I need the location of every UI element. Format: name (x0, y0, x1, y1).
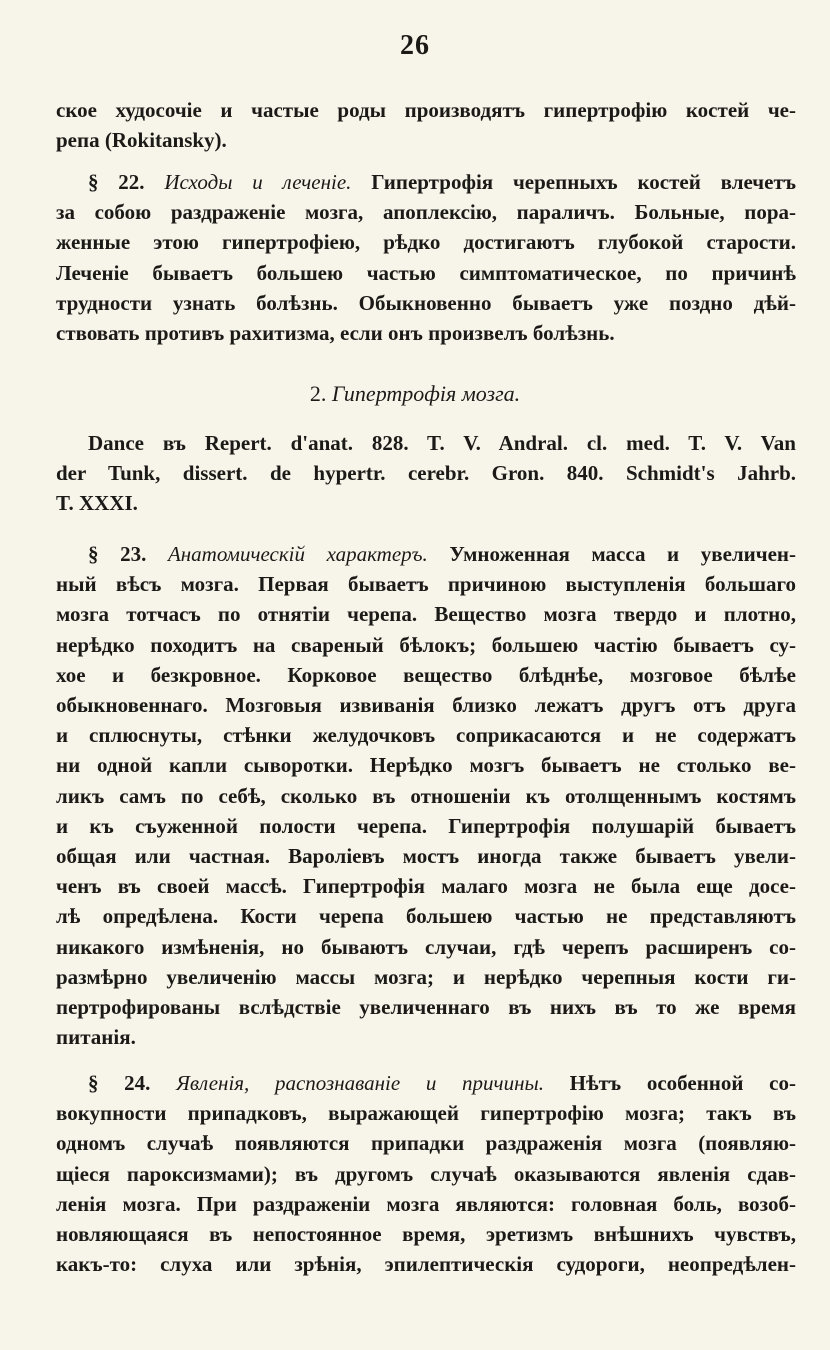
text-line: Dance въ Repert. d'anat. 828. T. V. Andral. cl. med. T. V. Van (88, 431, 796, 455)
text-line: и къ съуженной полости черепа. Гипертрофія полушарій бываетъ (56, 813, 796, 838)
text-line: ликъ самъ по себѣ, сколько въ отношеніи къ отолщеннымъ костямъ (56, 783, 796, 808)
text-line: трудности узнать болѣзнь. Обыкновенно бываетъ уже поздно дѣй- (56, 290, 796, 315)
text-line: одномъ случаѣ появляются припадки раздраженія мозга (появляю- (56, 1131, 796, 1156)
page-number: 26 (400, 30, 430, 61)
references-paragraph (56, 428, 796, 519)
text-line: ствовать противъ рахитизма, если онъ произвелъ болѣзнь. (56, 321, 615, 346)
text-line (56, 539, 796, 569)
text-line: щіеся пароксизмами); въ другомъ случаѣ оказываются явленія сдав- (56, 1161, 796, 1186)
text-line: вокупности припадковъ, выражающей гипертрофію мозга; такъ въ (56, 1101, 796, 1126)
subsection-number: 2. (309, 381, 327, 406)
text-line: ченъ въ своей массѣ. Гипертрофія малаго мозга не была еще досе- (56, 874, 796, 899)
text-line: новляющаяся въ непостоянное время, эретизмъ внѣшнихъ чувствъ, (56, 1222, 796, 1247)
section-heading: Явленія, распознаваніе и причины. (176, 1071, 544, 1095)
text-line: никакого измѣненія, но бываютъ случаи, гдѣ черепъ расширенъ со- (56, 934, 796, 959)
text-line: женные этою гипертрофіею, рѣдко достигаютъ глубокой старости. (56, 230, 796, 255)
text-line: питанія. (56, 1025, 136, 1050)
section-heading: Анатомическій характеръ. (167, 542, 428, 566)
paragraph-section-24 (56, 1068, 796, 1279)
subsection-title: Гипертрофія мозга. (331, 381, 521, 406)
text-line (56, 1068, 796, 1098)
text-line: ское худосочіе и частые роды производятъ гипертрофію костей че- (56, 98, 796, 122)
section-number: § 24. (88, 1071, 151, 1095)
text-line: T. XXXI. (56, 491, 138, 516)
text-line: ни одной капли сыворотки. Нерѣдко мозгъ бываетъ не столько ве- (56, 753, 796, 778)
section-heading: Исходы и леченіе. (164, 170, 352, 194)
text-line: der Tunk, dissert. de hypertr. cerebr. Gron. 840. Schmidt's Jahrb. (56, 461, 796, 486)
text-line: общая или частная. Вароліевъ мостъ иногда также бываетъ увели- (56, 844, 796, 869)
text-fragment: Гипертрофія черепныхъ костей влечетъ (371, 170, 796, 194)
subsection-heading (0, 381, 830, 407)
text-line: за собою раздраженіе мозга, апоплексію, параличъ. Больные, пора- (56, 200, 796, 225)
text-line: репа (Rokitansky). (56, 128, 227, 153)
section-number: § 23. (88, 542, 147, 566)
text-line: Леченіе бываетъ большею частью симптоматическое, по причинѣ (56, 260, 796, 285)
text-line: мозга тотчасъ по отнятіи черепа. Вещество мозга твердо и плотно, (56, 602, 796, 627)
text-line: хое и безкровное. Корковое вещество блѣднѣе, мозговое бѣлѣе (56, 662, 796, 687)
paragraph-1 (56, 95, 796, 155)
text-line (56, 167, 796, 197)
text-line: размѣрно увеличенію массы мозга; и нерѣдко черепныя кости ги- (56, 964, 796, 989)
paragraph-section-23 (56, 539, 796, 1052)
text-line: пертрофированы вслѣдствіе увеличеннаго въ нихъ въ то же время (56, 995, 796, 1020)
section-number: § 22. (88, 170, 145, 194)
text-line: нерѣдко походитъ на свареный бѣлокъ; большею частію бываетъ су- (56, 632, 796, 657)
text-line: обыкновеннаго. Мозговыя извиванія близко лежатъ другъ отъ друга (56, 693, 796, 718)
text-fragment: Нѣтъ особенной со- (569, 1071, 796, 1095)
text-fragment: Умноженная масса и увеличен- (449, 542, 797, 566)
text-line: и сплюснуты, стѣнки желудочковъ соприкасаются и не содержатъ (56, 723, 796, 748)
text-line: лѣ опредѣлена. Кости черепа большею частью не представляютъ (56, 904, 796, 929)
text-line: какъ-то: слуха или зрѣнія, эпилептическія судороги, неопредѣлен- (56, 1252, 796, 1277)
text-line: ленія мозга. При раздраженіи мозга являются: головная боль, возоб- (56, 1191, 796, 1216)
text-line: ный вѣсъ мозга. Первая бываетъ причиною выступленія большаго (56, 572, 796, 597)
paragraph-section-22 (56, 167, 796, 348)
